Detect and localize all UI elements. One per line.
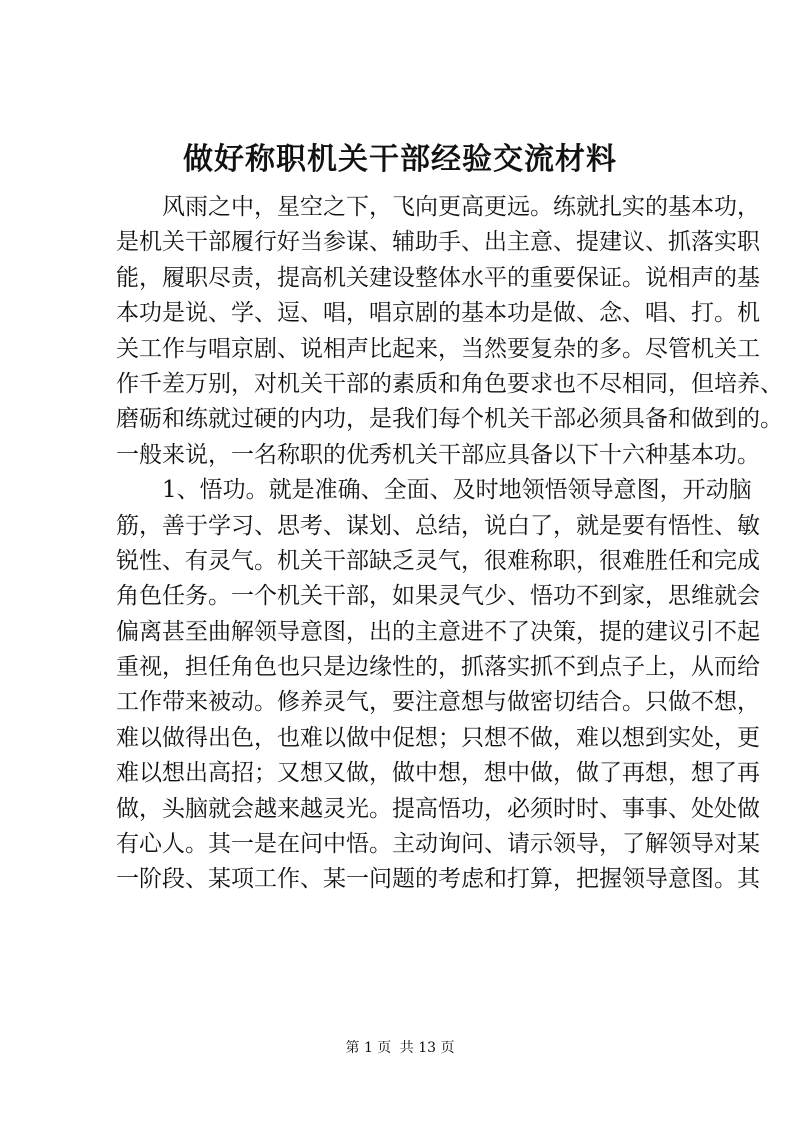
text-line: 一般来说，一名称职的优秀机关干部应具备以下十六种基本功。 xyxy=(116,441,760,468)
text-line: 本功是说、学、逗、唱，唱京剧的基本功是做、念、唱、打。机 xyxy=(116,300,760,327)
text-line: 重视，担任角色也只是边缘性的，抓落实抓不到点子上，从而给 xyxy=(116,654,760,681)
page-number: 第 1 页 xyxy=(345,1040,392,1056)
text-line: 作千差万别，对机关干部的素质和角色要求也不尽相同，但培养、 xyxy=(116,370,783,397)
text-line: 有心人。其一是在问中悟。主动询问、请示领导，了解领导对某 xyxy=(116,831,760,858)
text-line: 能，履职尽责，提高机关建设整体水平的重要保证。说相声的基 xyxy=(116,264,760,291)
text-line: 1、悟功。就是准确、全面、及时地领悟领导意图，开动脑 xyxy=(162,477,752,504)
text-line: 偏离甚至曲解领导意图，出的主意进不了决策，提的建议引不起 xyxy=(116,618,760,645)
text-line: 工作带来被动。修养灵气，要注意想与做密切结合。只做不想， xyxy=(116,689,760,716)
text-line: 一阶段、某项工作、某一问题的考虑和打算，把握领导意图。其 xyxy=(116,866,760,893)
text-line: 关工作与唱京剧、说相声比起来，当然要复杂的多。尽管机关工 xyxy=(116,335,760,362)
page-footer xyxy=(0,1038,800,1058)
text-line: 锐性、有灵气。机关干部缺乏灵气，很难称职，很难胜任和完成 xyxy=(116,547,760,574)
text-line: 难以做得出色，也难以做中促想；只想不做，难以想到实处，更 xyxy=(116,724,760,751)
text-line: 筋，善于学习、思考、谋划、总结，说白了，就是要有悟性、敏 xyxy=(116,512,760,539)
text-line: 做，头脑就会越来越灵光。提高悟功，必须时时、事事、处处做 xyxy=(116,795,760,822)
text-line: 难以想出高招；又想又做，做中想，想中做，做了再想，想了再 xyxy=(116,760,760,787)
document-body xyxy=(116,190,783,898)
text-line: 是机关干部履行好当参谋、辅助手、出主意、提建议、抓落实职 xyxy=(116,229,760,256)
text-line: 磨砺和练就过硬的内功，是我们每个机关干部必须具备和做到的。 xyxy=(116,406,783,433)
text-line: 角色任务。一个机关干部，如果灵气少、悟功不到家，思维就会 xyxy=(116,583,760,610)
page-total: 共 13 页 xyxy=(399,1040,455,1056)
document-title: 做好称职机关干部经验交流材料 xyxy=(183,142,617,177)
text-line: 风雨之中，星空之下，飞向更高更远。练就扎实的基本功， xyxy=(162,194,760,220)
paragraph-1 xyxy=(116,190,783,473)
paragraph-2 xyxy=(116,473,760,898)
